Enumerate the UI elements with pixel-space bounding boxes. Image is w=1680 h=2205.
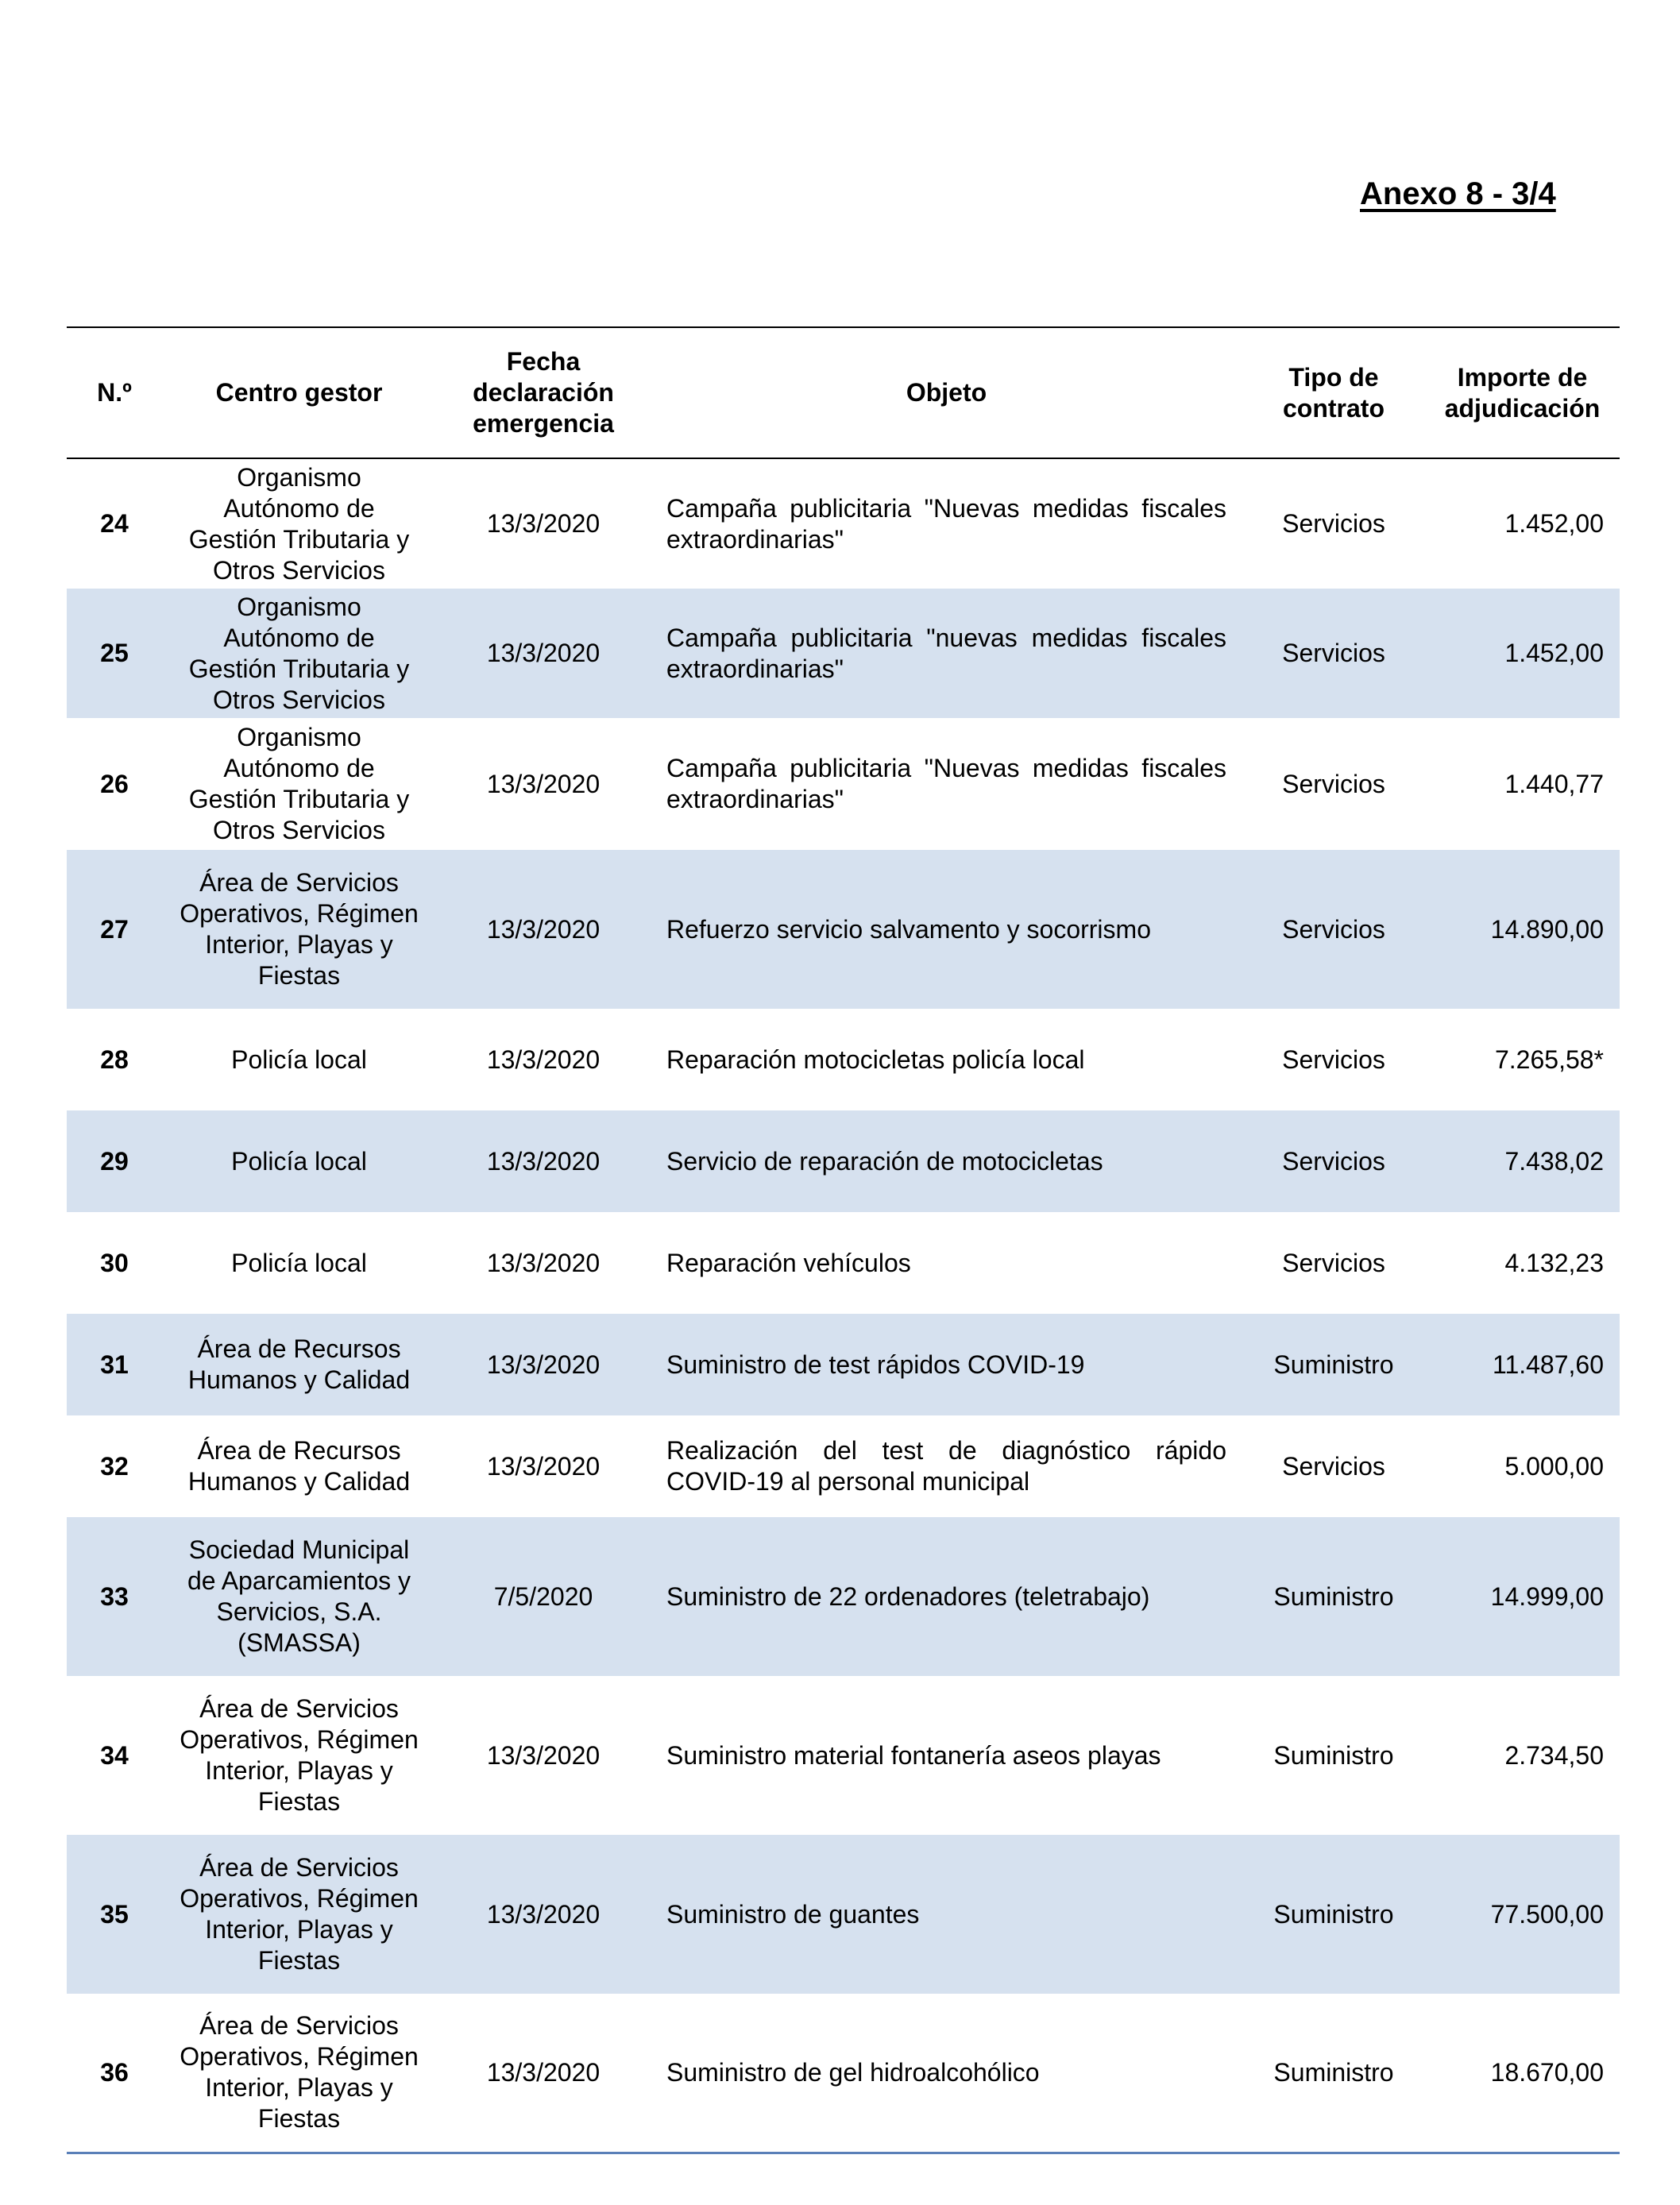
row-tipo-contrato: Servicios — [1242, 1110, 1425, 1212]
row-tipo-contrato: Servicios — [1282, 1045, 1385, 1074]
row-tipo-contrato: Servicios — [1242, 589, 1425, 718]
row-objeto: Reparación vehículos — [666, 1248, 911, 1277]
header-objeto: Objeto — [651, 327, 1242, 458]
row-importe: 4.132,23 — [1504, 1248, 1604, 1277]
row-centro-gestor: Organismo Autónomo de Gestión Tributaria y Otros Servicios — [188, 723, 410, 844]
row-importe: 18.670,00 — [1425, 1994, 1620, 2153]
header-centro-gestor: Centro gestor — [162, 327, 436, 458]
row-objeto: Suministro material fontanería aseos playas — [666, 1740, 1161, 1770]
row-importe: 11.487,60 — [1425, 1314, 1620, 1415]
row-tipo-contrato: Servicios — [1282, 1451, 1385, 1481]
row-centro-gestor: Área de Servicios Operativos, Régimen Interior, Playas y Fiestas — [180, 1694, 419, 1816]
header-tipo-contrato: Tipo de contrato — [1242, 327, 1425, 458]
row-centro-gestor: Área de Servicios Operativos, Régimen Interior, Playas y Fiestas — [162, 850, 436, 1009]
row-centro-gestor: Área de Servicios Operativos, Régimen Interior, Playas y Fiestas — [162, 1994, 436, 2153]
row-tipo-contrato: Suministro — [1273, 1740, 1394, 1770]
row-num: 31 — [67, 1314, 162, 1415]
row-num: 29 — [67, 1110, 162, 1212]
row-objeto: Servicio de reparación de motocicletas — [651, 1110, 1242, 1212]
row-objeto: Reparación motocicletas policía local — [666, 1045, 1085, 1074]
row-fecha: 13/3/2020 — [436, 1314, 651, 1415]
row-tipo-contrato: Servicios — [1282, 509, 1385, 538]
row-num: 32 — [100, 1451, 129, 1481]
row-importe: 77.500,00 — [1425, 1835, 1620, 1994]
row-centro-gestor: Área de Servicios Operativos, Régimen Interior, Playas y Fiestas — [162, 1835, 436, 1994]
row-fecha: 13/3/2020 — [436, 1110, 651, 1212]
row-num: 36 — [67, 1994, 162, 2153]
row-tipo-contrato: Suministro — [1242, 1517, 1425, 1676]
row-importe: 1.452,00 — [1504, 509, 1604, 538]
row-fecha: 13/3/2020 — [486, 1451, 601, 1481]
row-centro-gestor: Organismo Autónomo de Gestión Tributaria y Otros Servicios — [188, 462, 410, 585]
row-fecha: 13/3/2020 — [436, 1835, 651, 1994]
row-importe: 14.999,00 — [1425, 1517, 1620, 1676]
row-num: 33 — [67, 1517, 162, 1676]
row-num: 30 — [100, 1248, 129, 1277]
row-importe: 7.265,58* — [1494, 1045, 1604, 1074]
row-objeto: Suministro de guantes — [651, 1835, 1242, 1994]
row-centro-gestor: Área de Recursos Humanos y Calidad — [162, 1314, 436, 1415]
row-fecha: 13/3/2020 — [486, 509, 601, 538]
row-objeto: Suministro de 22 ordenadores (teletrabajo) — [651, 1517, 1242, 1676]
row-importe: 5.000,00 — [1504, 1451, 1604, 1481]
header-importe: Importe de adjudicación — [1425, 327, 1620, 458]
row-fecha: 13/3/2020 — [436, 850, 651, 1009]
row-centro-gestor: Organismo Autónomo de Gestión Tributaria y Otros Servicios — [162, 589, 436, 718]
row-fecha: 13/3/2020 — [486, 769, 601, 798]
annex-title: Anexo 8 - 3/4 — [1360, 176, 1556, 211]
table-header-row — [67, 327, 1620, 458]
row-centro-gestor: Policía local — [231, 1045, 367, 1074]
row-tipo-contrato: Servicios — [1282, 769, 1385, 798]
row-num: 26 — [100, 769, 129, 798]
row-fecha: 13/3/2020 — [436, 1994, 651, 2153]
row-centro-gestor: Sociedad Municipal de Aparcamientos y Servicios, S.A.(SMASSA) — [162, 1517, 436, 1676]
header-num: N.º — [67, 327, 162, 458]
row-num: 34 — [100, 1740, 129, 1770]
row-objeto: Suministro de gel hidroalcohólico — [651, 1994, 1242, 2153]
row-fecha: 7/5/2020 — [436, 1517, 651, 1676]
row-objeto: Campaña publicitaria "Nuevas medidas fiscales extraordinarias" — [666, 493, 1226, 554]
row-fecha: 13/3/2020 — [486, 1248, 601, 1277]
row-objeto: Campaña publicitaria "Nuevas medidas fiscales extraordinarias" — [666, 754, 1226, 813]
row-num: 25 — [67, 589, 162, 718]
row-objeto: Campaña publicitaria "nuevas medidas fiscales extraordinarias" — [651, 589, 1242, 718]
row-fecha: 13/3/2020 — [436, 589, 651, 718]
row-num: 27 — [67, 850, 162, 1009]
row-tipo-contrato: Suministro — [1242, 1994, 1425, 2153]
row-objeto: Refuerzo servicio salvamento y socorrismo — [651, 850, 1242, 1009]
row-fecha: 13/3/2020 — [486, 1740, 601, 1770]
row-fecha: 13/3/2020 — [486, 1045, 601, 1074]
row-centro-gestor: Policía local — [231, 1248, 367, 1277]
row-num: 24 — [100, 509, 129, 538]
row-centro-gestor: Policía local — [162, 1110, 436, 1212]
row-tipo-contrato: Suministro — [1242, 1314, 1425, 1415]
row-objeto: Suministro de test rápidos COVID-19 — [651, 1314, 1242, 1415]
row-importe: 14.890,00 — [1425, 850, 1620, 1009]
row-tipo-contrato: Servicios — [1282, 1248, 1385, 1277]
row-importe: 7.438,02 — [1425, 1110, 1620, 1212]
row-num: 35 — [67, 1835, 162, 1994]
contracts-table — [67, 326, 1620, 2154]
row-num: 28 — [100, 1045, 129, 1074]
row-importe: 1.452,00 — [1425, 589, 1620, 718]
row-importe: 2.734,50 — [1504, 1740, 1604, 1770]
row-objeto: Realización del test de diagnóstico rápido COVID-19 al personal municipal — [666, 1436, 1226, 1496]
row-importe: 1.440,77 — [1504, 769, 1604, 798]
row-tipo-contrato: Servicios — [1242, 850, 1425, 1009]
row-tipo-contrato: Suministro — [1242, 1835, 1425, 1994]
header-fecha: Fecha declaración emergencia — [436, 327, 651, 458]
row-centro-gestor: Área de Recursos Humanos y Calidad — [187, 1436, 411, 1496]
